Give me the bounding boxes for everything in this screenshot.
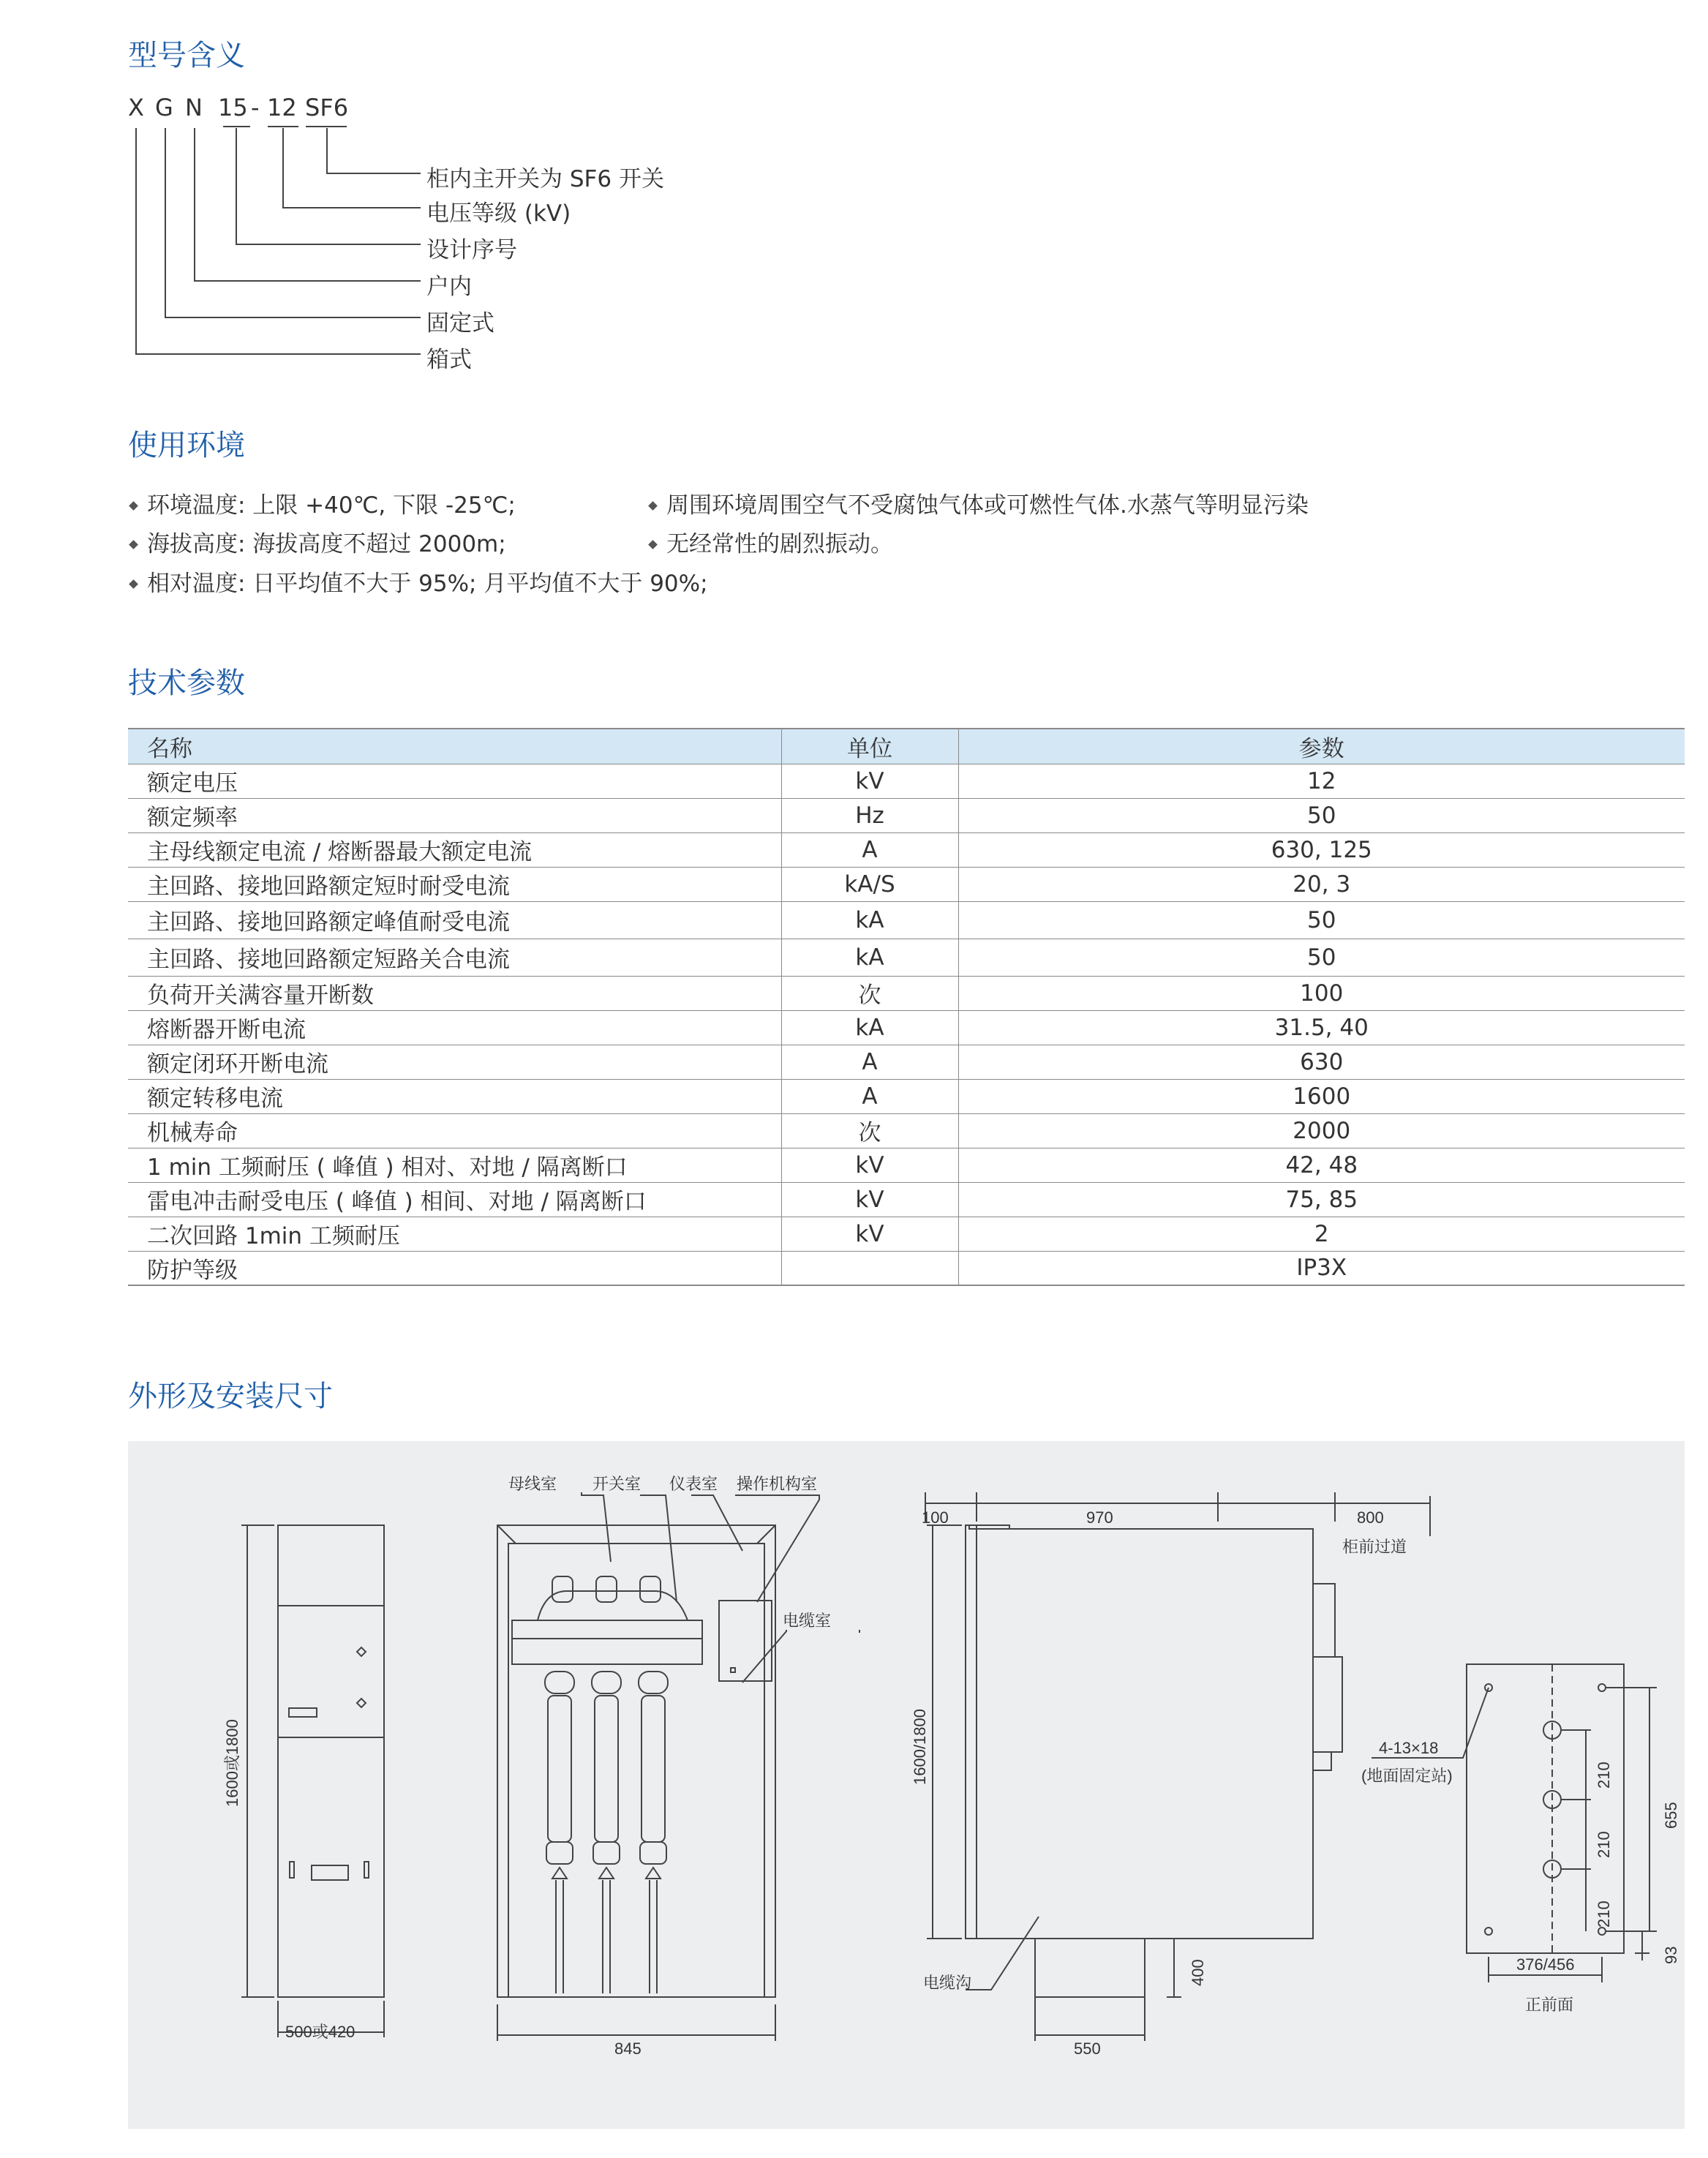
cell-unit: A xyxy=(781,1045,958,1079)
table-row xyxy=(128,939,1685,976)
dim-400: 400 xyxy=(1189,1959,1207,1986)
cell-unit: 次 xyxy=(781,976,958,1010)
meaning-fixed: 固定式 xyxy=(426,310,494,337)
table-row xyxy=(128,1113,1685,1148)
dimension-drawing xyxy=(128,1441,1685,2129)
cell-unit: 次 xyxy=(781,1113,958,1148)
cell-value: 42, 48 xyxy=(958,1148,1685,1182)
label-aisle: 柜前过道 xyxy=(1342,1538,1407,1556)
table-row xyxy=(128,1251,1685,1285)
header-value: 参数 xyxy=(958,729,1685,764)
cell-value: 630, 125 xyxy=(958,832,1685,867)
label-busbar-room: 母线室 xyxy=(508,1475,557,1493)
code-part-12: 12 xyxy=(267,94,297,121)
label-holes: 4-13×18 xyxy=(1379,1739,1439,1757)
cell-name: 主回路、接地回路额定短路关合电流 xyxy=(128,939,781,976)
dim-376-456: 376/456 xyxy=(1516,1955,1575,1974)
table-row xyxy=(128,764,1685,798)
dim-210-c: 210 xyxy=(1595,1901,1613,1928)
header-name: 名称 xyxy=(128,729,781,764)
label-cable-room: 电缆室 xyxy=(783,1612,832,1630)
section-title-tech: 技术参数 xyxy=(128,666,245,700)
table-row xyxy=(128,1079,1685,1113)
dim-side-height: 1600/1800 xyxy=(911,1709,929,1785)
meaning-design-no: 设计序号 xyxy=(426,237,517,263)
label-switch-room: 开关室 xyxy=(592,1475,642,1493)
cell-name: 主回路、接地回路额定峰值耐受电流 xyxy=(128,901,781,939)
dim-front-height: 1600或1800 xyxy=(223,1719,241,1807)
cell-name: 防护等级 xyxy=(128,1251,781,1285)
cell-value: 31.5, 40 xyxy=(958,1010,1685,1045)
cell-name: 熔断器开断电流 xyxy=(128,1010,781,1045)
dim-970: 970 xyxy=(1086,1508,1113,1527)
cell-name: 1 min 工频耐压 ( 峰值 ) 相对、对地 / 隔离断口 xyxy=(128,1148,781,1182)
env-item: 环境温度: 上限 +40℃, 下限 -25℃; xyxy=(130,486,516,519)
cell-unit: kA xyxy=(781,1010,958,1045)
cell-name: 机械寿命 xyxy=(128,1113,781,1148)
cell-name: 雷电冲击耐受电压 ( 峰值 ) 相间、对地 / 隔离断口 xyxy=(128,1182,781,1217)
cell-unit: kV xyxy=(781,1148,958,1182)
cell-value: 2 xyxy=(958,1217,1685,1251)
label-mechanism-room: 操作机构室 xyxy=(737,1475,818,1493)
env-item: 周围环境周围空气不受腐蚀气体或可燃性气体.水蒸气等明显污染 xyxy=(650,486,1309,519)
cell-value: 12 xyxy=(958,764,1685,798)
cell-unit: kA xyxy=(781,901,958,939)
cell-unit: A xyxy=(781,1079,958,1113)
table-row xyxy=(128,901,1685,939)
cell-unit: Hz xyxy=(781,798,958,832)
bullet-icon xyxy=(648,540,658,549)
header-unit: 单位 xyxy=(781,729,958,764)
env-item: 无经常性的剧烈振动。 xyxy=(650,525,893,558)
section-title-dimensions: 外形及安装尺寸 xyxy=(128,1380,333,1413)
code-part-x: X xyxy=(128,94,144,121)
code-part-g: G xyxy=(155,94,173,121)
section-title-environment: 使用环境 xyxy=(128,429,245,462)
cell-value: 50 xyxy=(958,798,1685,832)
cell-name: 负荷开关满容量开断数 xyxy=(128,976,781,1010)
label-front-face: 正前面 xyxy=(1525,1996,1574,2014)
code-part-15: 15 xyxy=(218,94,248,121)
dim-655: 655 xyxy=(1662,1802,1680,1829)
table-row xyxy=(128,1010,1685,1045)
tech-params-table xyxy=(128,728,1685,1286)
cell-value: 20, 3 xyxy=(958,867,1685,901)
table-row xyxy=(128,1217,1685,1251)
cell-value: 75, 85 xyxy=(958,1182,1685,1217)
table-row xyxy=(128,867,1685,901)
code-part-sf6: SF6 xyxy=(305,94,349,121)
bullet-icon xyxy=(129,579,138,589)
cell-unit: kA/S xyxy=(781,867,958,901)
cell-unit xyxy=(781,1251,958,1285)
dim-210-b: 210 xyxy=(1595,1831,1613,1858)
cell-value: 2000 xyxy=(958,1113,1685,1148)
env-item: 相对温度: 日平均值不大于 95%; 月平均值不大于 90%; xyxy=(130,565,708,598)
dim-front-width: 500或420 xyxy=(285,2023,355,2041)
cell-value: 50 xyxy=(958,901,1685,939)
cell-name: 额定转移电流 xyxy=(128,1079,781,1113)
cell-value: 50 xyxy=(958,939,1685,976)
code-part-dash: - xyxy=(251,94,260,121)
cell-value: 1600 xyxy=(958,1079,1685,1113)
bullet-icon xyxy=(648,501,658,511)
cell-name: 二次回路 1min 工频耐压 xyxy=(128,1217,781,1251)
dim-100: 100 xyxy=(922,1508,949,1527)
env-item: 海拔高度: 海拔高度不超过 2000m; xyxy=(130,525,506,558)
cell-name: 主母线额定电流 / 熔断器最大额定电流 xyxy=(128,832,781,867)
label-holes-note: (地面固定站) xyxy=(1361,1767,1453,1785)
cell-unit: kV xyxy=(781,1217,958,1251)
dimension-drawing-panel xyxy=(128,1441,1685,2129)
meaning-voltage: 电压等级 (kV) xyxy=(426,200,571,227)
dim-section-width: 845 xyxy=(614,2039,642,2058)
cell-value: IP3X xyxy=(958,1251,1685,1285)
dim-93: 93 xyxy=(1662,1946,1680,1964)
table-row xyxy=(128,1182,1685,1217)
table-row xyxy=(128,798,1685,832)
cell-value: 100 xyxy=(958,976,1685,1010)
label-instrument-room: 仪表室 xyxy=(669,1475,718,1493)
cell-unit: kA xyxy=(781,939,958,976)
cell-name: 主回路、接地回路额定短时耐受电流 xyxy=(128,867,781,901)
dim-550: 550 xyxy=(1074,2039,1101,2058)
cell-unit: kV xyxy=(781,764,958,798)
bullet-icon xyxy=(129,501,138,511)
bullet-icon xyxy=(129,540,138,549)
table-row xyxy=(128,1148,1685,1182)
meaning-box: 箱式 xyxy=(426,347,472,373)
meaning-indoor: 户内 xyxy=(426,274,472,300)
table-row xyxy=(128,832,1685,867)
cell-value: 630 xyxy=(958,1045,1685,1079)
cell-name: 额定频率 xyxy=(128,798,781,832)
dim-210-a: 210 xyxy=(1595,1762,1613,1789)
label-cable-trench: 电缆沟 xyxy=(923,1974,972,1992)
code-part-n: N xyxy=(185,94,203,121)
meaning-sf6: 柜内主开关为 SF6 开关 xyxy=(426,166,664,192)
cell-name: 额定电压 xyxy=(128,764,781,798)
dim-800: 800 xyxy=(1357,1508,1384,1527)
cell-unit: A xyxy=(781,832,958,867)
section-title-model: 型号含义 xyxy=(128,39,245,72)
cell-unit: kV xyxy=(781,1182,958,1217)
table-row xyxy=(128,1045,1685,1079)
table-row xyxy=(128,976,1685,1010)
cell-name: 额定闭环开断电流 xyxy=(128,1045,781,1079)
table-header-row xyxy=(128,729,1685,764)
